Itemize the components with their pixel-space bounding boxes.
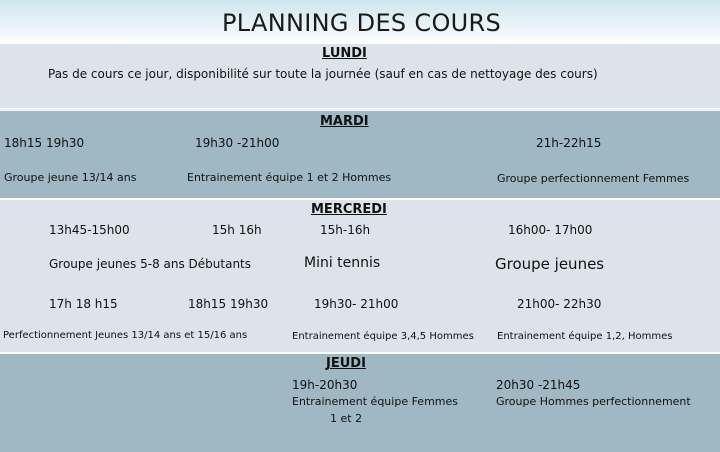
mardi-time-3: 21h-22h15 bbox=[536, 136, 602, 150]
mardi-group-2: Entrainement équipe 1 et 2 Hommes bbox=[187, 171, 392, 184]
day-heading-lundi: LUNDI bbox=[322, 46, 367, 61]
mercredi-time-7: 19h30- 21h00 bbox=[314, 297, 399, 311]
mercredi-group-7: Entrainement équipe 3,4,5 Hommes bbox=[292, 331, 474, 342]
day-heading-jeudi: JEUDI bbox=[326, 356, 366, 371]
mercredi-time-3: 15h-16h bbox=[320, 223, 371, 237]
mercredi-group-5: Perfectionnement Jeunes 13/14 ans et 15/16 ans bbox=[3, 330, 248, 341]
mercredi-group-8: Entrainement équipe 1,2, Hommes bbox=[497, 331, 673, 342]
mercredi-group-1: Groupe jeunes 5-8 ans Débutants bbox=[49, 257, 252, 271]
jeudi-group-2: Groupe Hommes perfectionnement bbox=[496, 395, 691, 408]
day-heading-mercredi: MERCREDI bbox=[311, 202, 387, 217]
page-title: PLANNING DES COURS bbox=[222, 9, 502, 37]
mardi-group-3: Groupe perfectionnement Femmes bbox=[497, 172, 690, 185]
jeudi-time-1: 19h-20h30 bbox=[292, 378, 358, 392]
mercredi-group-3: Mini tennis bbox=[304, 255, 381, 271]
day-heading-mardi: MARDI bbox=[320, 114, 369, 129]
mercredi-time-6: 18h15 19h30 bbox=[188, 297, 269, 311]
jeudi-group-1-line2: 1 et 2 bbox=[330, 412, 363, 425]
jeudi-group-1: Entrainement équipe Femmes bbox=[292, 395, 459, 408]
lundi-note: Pas de cours ce jour, disponibilité sur toute la journée (sauf en cas de nettoyage des cours) bbox=[48, 67, 598, 81]
mardi-time-2: 19h30 -21h00 bbox=[195, 136, 280, 150]
mardi-group-1: Groupe jeune 13/14 ans bbox=[4, 171, 137, 184]
mercredi-time-4: 16h00- 17h00 bbox=[508, 223, 593, 237]
jeudi-time-2: 20h30 -21h45 bbox=[496, 378, 581, 392]
mercredi-time-5: 17h 18 h15 bbox=[49, 297, 118, 311]
mercredi-group-4: Groupe jeunes bbox=[495, 255, 605, 273]
mercredi-time-1: 13h45-15h00 bbox=[49, 223, 130, 237]
mercredi-time-8: 21h00- 22h30 bbox=[517, 297, 602, 311]
mercredi-time-2: 15h 16h bbox=[212, 223, 262, 237]
mardi-time-1: 18h15 19h30 bbox=[4, 136, 85, 150]
